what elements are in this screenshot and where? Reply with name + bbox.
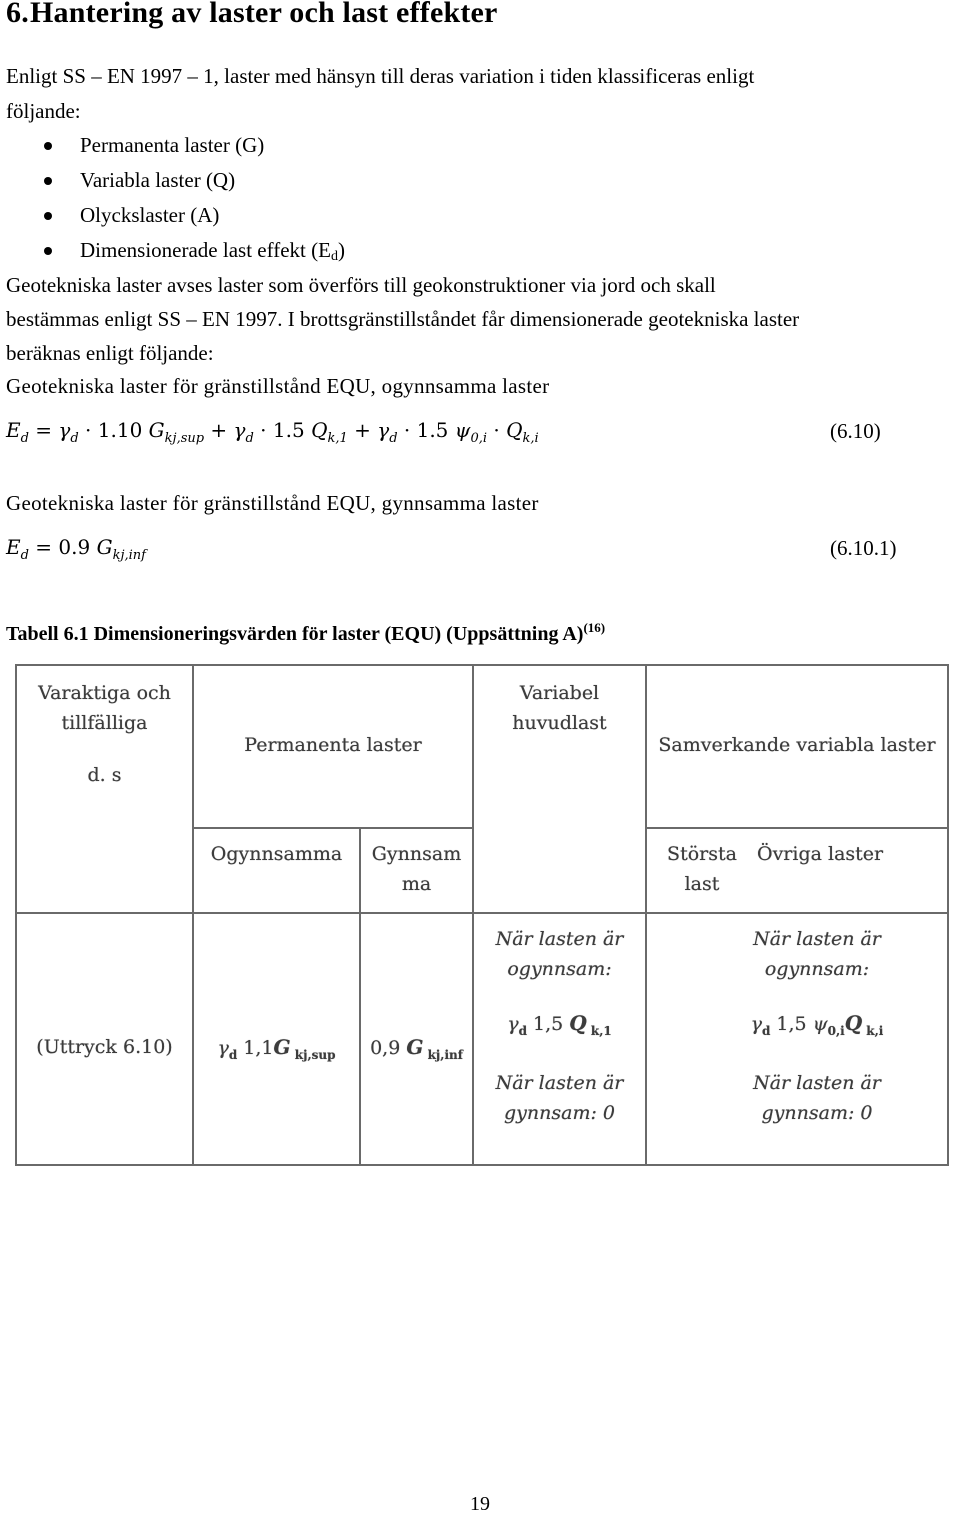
header-accompanying-variable-loads: Samverkande variabla laster: [658, 734, 936, 756]
table-divider: [645, 827, 947, 829]
bullet-icon: [44, 177, 52, 185]
list-item: Dimensionerade last effekt $(E_d)$: [0, 233, 345, 268]
list-item: Variabla laster (Q): [0, 163, 345, 198]
body-line-1: Geotekniska laster avses laster som överförs till geokonstruktioner via jord och skall: [6, 273, 716, 297]
body-line-3: beräknas enligt följande:: [6, 341, 214, 365]
bullet-icon: [44, 247, 52, 255]
cell-expression: (Uttryck 6.10): [36, 1036, 173, 1058]
cell-accompanying-rule: När lasten är ogynnsam: $\gamma_d$ 1,5 $\psi_{0,i}Q$ $_{k,i}$ När lasten är gynnsam: 0: [750, 928, 884, 1124]
cell-unfavourable-value: $\gamma_d$ 1,1G $_{kj,sup}$: [217, 1035, 336, 1062]
table-divider: [192, 827, 472, 829]
equation-6-10-1: $E_d = 0.9$ $G_{kj,inf}$: [6, 535, 146, 563]
intro-line-2: följande:: [6, 99, 81, 123]
header-largest-load: Största last: [667, 843, 737, 895]
equation-number-6-10: (6.10): [830, 419, 881, 443]
equation-6-10: $E_d = \gamma_d \cdot 1.10$ $G_{kj,sup} + \gamma_d \cdot 1.5$ $Q_{k,1} + \gamma_d \cdot 1.5$ $\psi_{0,i} \cdot Q_{k,i}$: [6, 418, 539, 446]
cell-main-variable-rule: När lasten är ogynnsam: $\gamma_d$ 1,5 Q $_{k,1}$ När lasten är gynnsam: 0: [495, 928, 624, 1124]
bullet-icon: [44, 212, 52, 220]
bullet-icon: [44, 142, 52, 150]
favourable-loads-label: Geotekniska laster för gränstillstånd EQU, gynnsamma laster: [6, 491, 539, 515]
table-divider: [17, 912, 947, 914]
section-heading: [6, 0, 498, 30]
header-main-variable-load: Variabel huvudlast: [512, 682, 607, 734]
section-number: 6.: [6, 0, 29, 29]
header-favourable: Gynnsam ma: [371, 843, 462, 895]
page-number: 19: [470, 1493, 490, 1515]
header-design-situation: Varaktiga och tillfälliga d. s: [38, 682, 171, 786]
section-title: Hantering av laster och last effekter: [30, 0, 498, 29]
equation-number-6-10-1: (6.10.1): [830, 536, 897, 560]
intro-line-1: Enligt SS – EN 1997 – 1, laster med hänsyn till deras variation i tiden klassificeras enligt: [6, 64, 755, 88]
list-item: Olyckslaster (A): [0, 198, 345, 233]
body-line-2: bestämmas enligt SS – EN 1997. I brottsgränstillståndet får dimensionerade geotekniska laster: [6, 307, 800, 331]
list-item: Permanenta laster (G): [0, 128, 345, 163]
cell-favourable-value: 0,9 G $_{kj,inf}$: [370, 1035, 463, 1062]
header-unfavourable: Ogynnsamma: [210, 843, 343, 865]
header-permanent-loads: Permanenta laster: [244, 734, 422, 756]
unfavourable-loads-label: Geotekniska laster för gränstillstånd EQU, ogynnsamma laster: [6, 374, 550, 398]
design-values-table: [15, 664, 949, 1166]
load-types-list: [0, 128, 345, 268]
table-caption: Tabell 6.1 Dimensioneringsvärden för laster (EQU) (Uppsättning A)$^{(16)}$: [6, 620, 606, 645]
header-other-loads: Övriga laster: [757, 843, 884, 865]
